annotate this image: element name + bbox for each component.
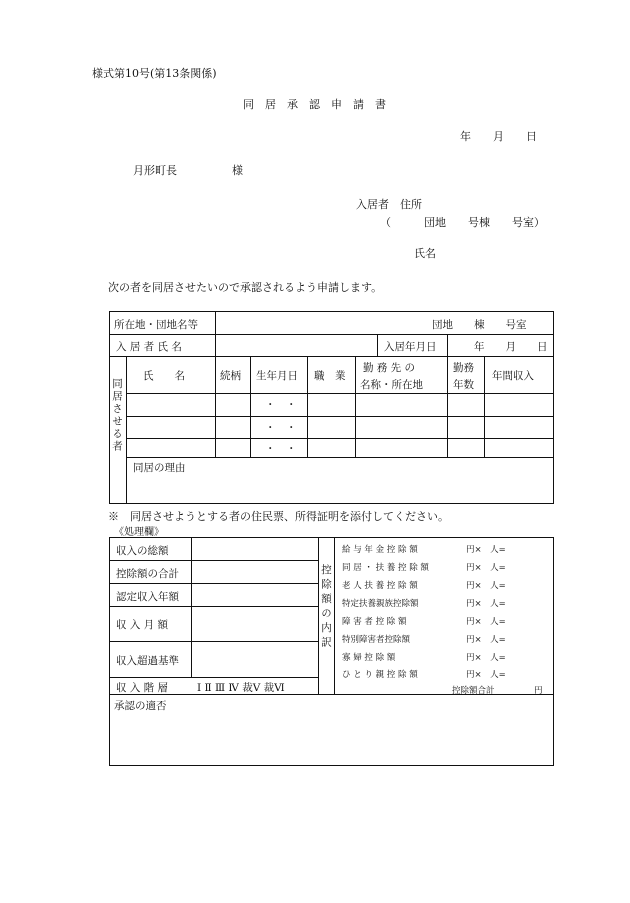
processing-label: 《処理欄》 (114, 527, 164, 538)
addressee: 月形町長 様 (133, 164, 243, 177)
location-value[interactable]: 団地 棟 号室 (432, 319, 527, 331)
col-occupation: 職 業 (314, 370, 346, 382)
deduction-name-7: ひ と り 親 控 除 額 (342, 670, 418, 680)
deduction-unit-6[interactable]: 円× 人= (466, 653, 506, 663)
deduction-unit-2[interactable]: 円× 人= (466, 581, 506, 591)
col-birthdate: 生年月日 (256, 370, 298, 382)
deduction-breakdown-label: 控除額の内訳 (320, 564, 332, 651)
dob-row-2[interactable]: ・ ・ (265, 422, 297, 434)
certified-income-label: 認定収入年額 (116, 591, 179, 603)
col-annual-income: 年間収入 (492, 370, 534, 382)
deduction-name-2: 老 人 扶 養 控 除 額 (342, 581, 418, 591)
deduction-name-4: 障 害 者 控 除 額 (342, 617, 407, 627)
move-in-value[interactable]: 年 月 日 (474, 341, 548, 353)
cohabitant-side-label: 同居させる者 (111, 378, 123, 453)
reason-label[interactable]: 同居の理由 (133, 462, 186, 474)
col-years-2: 年数 (453, 379, 474, 391)
deduction-total-label: 控除額合計 (452, 686, 495, 696)
deduction-unit-3[interactable]: 円× 人= (466, 599, 506, 609)
resident-address-detail[interactable]: （ 団地 号棟 号室） (380, 216, 545, 229)
deduction-total-unit: 円 (534, 686, 543, 696)
deduction-unit-1[interactable]: 円× 人= (466, 563, 506, 573)
monthly-income-label: 収 入 月 額 (116, 619, 169, 631)
col-name: 氏 名 (143, 370, 185, 382)
form-title: 同 居 承 認 申 請 書 (243, 98, 386, 111)
deduction-unit-5[interactable]: 円× 人= (466, 635, 506, 645)
deduction-name-5: 特別障害者控除額 (342, 635, 411, 645)
approval-label[interactable]: 承認の適否 (114, 700, 167, 712)
application-statement: 次の者を同居させたいので承認されるよう申請します。 (108, 281, 383, 294)
income-class-options[interactable]: Ⅰ Ⅱ Ⅲ Ⅳ 裁Ⅴ 裁Ⅵ (197, 682, 285, 694)
location-label: 所在地・団地名等 (114, 319, 198, 331)
attachment-note: ※ 同居させようとする者の住民票、所得証明を添付してください。 (108, 510, 449, 523)
deduction-name-3: 特定扶養親族控除額 (342, 599, 419, 609)
resident-name-label: 入 居 者 氏 名 (116, 341, 182, 353)
col-years-1: 勤務 (453, 362, 474, 374)
date-field[interactable]: 年 月 日 (460, 130, 537, 143)
total-income-label: 収入の総額 (116, 545, 169, 557)
dob-row-3[interactable]: ・ ・ (265, 443, 297, 455)
dob-row-1[interactable]: ・ ・ (265, 399, 297, 411)
resident-address-label[interactable]: 入居者 住所 (356, 198, 422, 211)
col-workplace-2: 名称・所在地 (360, 379, 423, 391)
deduction-unit-4[interactable]: 円× 人= (466, 617, 506, 627)
income-class-label: 収 入 階 層 (116, 682, 169, 694)
deduction-name-1: 同 居 ・ 扶 養 控 除 額 (342, 563, 429, 573)
deduction-unit-0[interactable]: 円× 人= (466, 545, 506, 555)
col-workplace-1: 勤 務 先 の (363, 362, 416, 374)
name-label[interactable]: 氏名 (414, 247, 436, 260)
deduction-name-0: 給 与 年 金 控 除 額 (342, 545, 418, 555)
income-threshold-label: 収入超過基準 (116, 655, 179, 667)
move-in-label: 入居年月日 (384, 341, 437, 353)
deduction-sum-label: 控除額の合計 (116, 568, 179, 580)
form-number: 様式第10号(第13条関係) (92, 67, 217, 80)
col-relation: 続柄 (220, 370, 241, 382)
deduction-name-6: 寡 婦 控 除 額 (342, 653, 396, 663)
deduction-unit-7[interactable]: 円× 人= (466, 670, 506, 680)
